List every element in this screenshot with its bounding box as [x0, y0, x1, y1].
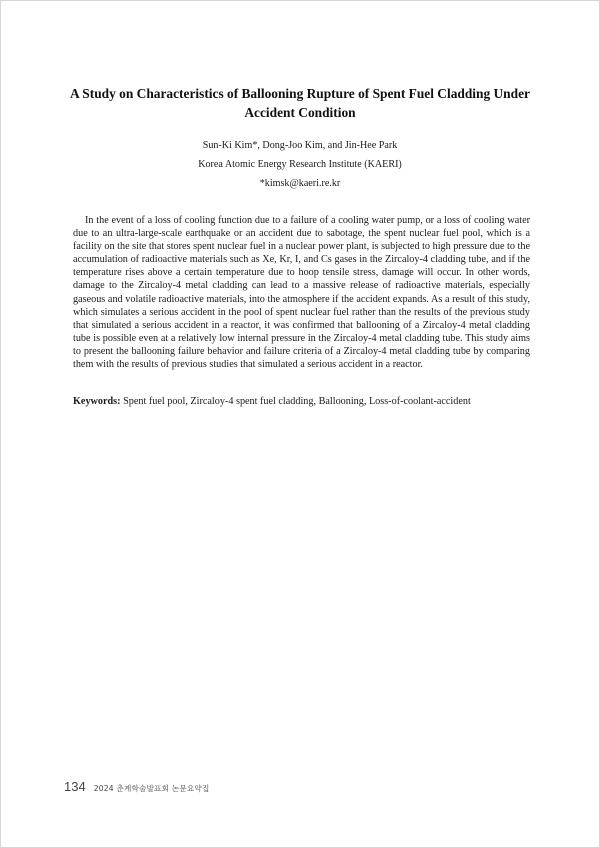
corresponding-email: *kimsk@kaeri.re.kr [259, 178, 341, 189]
paper-title: A Study on Characteristics of Ballooning Rupture of Spent Fuel Cladding Under Accident Condition [70, 86, 530, 120]
keywords-label: Keywords: [73, 396, 121, 407]
keywords-line [73, 395, 530, 408]
page-footer [64, 779, 209, 797]
page-number: 134 [64, 779, 86, 794]
keywords-text: Spent fuel pool, Zircaloy-4 spent fuel cladding, Ballooning, Loss-of-coolant-accident [123, 396, 471, 407]
abstract-paragraph: In the event of a loss of cooling function due to a failure of a cooling water pump, or a loss of cooling water due to an ultra-large-scale earthquake or an accident due to sabotage, the spent nuclear fuel pool, which is a facility on the site that stores spent nuclear fuel in a nuclear power plant, is subjected to high pressure due to the accumulation of radioactive materials such as Xe, Kr, I, and Cs gases in the Zircaloy-4 cladding tube, and if the temperature rises above a certain temperature due to hoop tensile stress, damage will occur. In other words, damage to the Zircaloy-4 metal cladding can lead to a massive release of radioactive materials, especially gaseous and volatile radioactive materials, into the atmosphere if the accident expands. As a result of this study, which simulates a serious accident in the pool of spent nuclear fuel rather than the results of the previous study that simulated a serious accident in a reactor, it was confirmed that ballooning of a Zircaloy-4 metal cladding tube is possible even at a relatively low internal pressure in the Zircaloy-4 metal cladding tube. This study aims to present the ballooning failure behavior and failure criteria of a Zircaloy-4 metal cladding tube by comparing them with the results of previous studies that simulated a serious accident in a reactor. [73, 215, 530, 371]
author-affiliation: Korea Atomic Energy Research Institute (KAERI) [198, 159, 402, 170]
author-list: Sun-Ki Kim*, Dong-Joo Kim, and Jin-Hee Park [202, 140, 398, 151]
proceedings-title: 2024 춘계학술발표회 논문요약집 [93, 784, 210, 793]
